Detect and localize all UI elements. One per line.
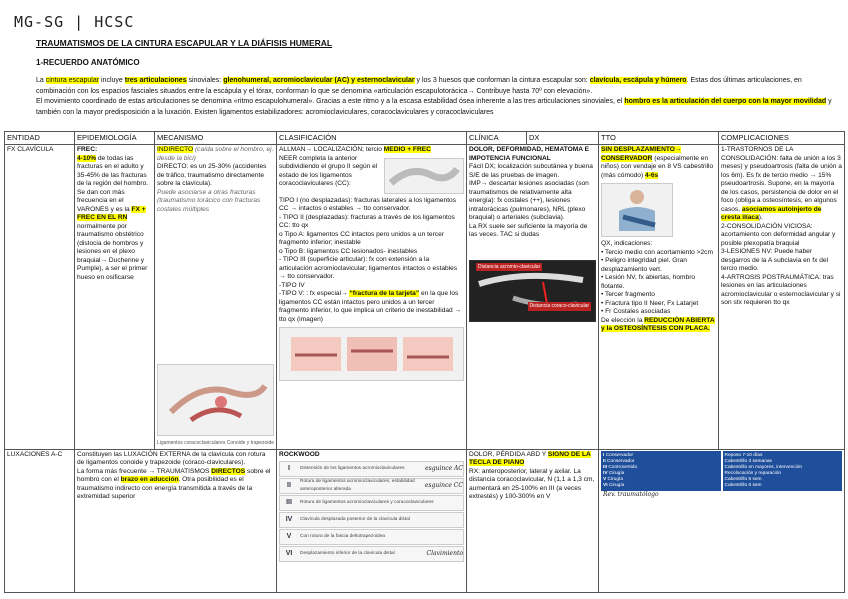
col-entidad: ENTIDAD	[5, 132, 75, 145]
rockwood-list	[279, 461, 464, 562]
rockwood-item: VI Desplazamiento inferior de la clavícula distal Clavimiento	[279, 546, 464, 562]
cell-clasificacion: ALLMAN→ LOCALIZACIÓN; tercio MEDIO + FREC NEER completa la anterior subdividiendo el grupo II según el estado de los ligamentos coracoclaviculares (CC): TIPO I (no desplazadas): fracturas laterales a los ligamentos CC → intactos o estables → tto conservador. - TIPO II (desplazadas): fracturas a través de los ligamentos CC: tto qx o Tipo A: ligamentos CC intactos pero unidos a un tercer fragmento inferior; inestable o Tipo B: ligamentos CC lesionados- inestables - TIPO III (superficie articular): fx con extensión a la articulación acromioclavicular; ligamentos intactos o estables → tto conservador. -TIPO IV -TIPO V: : fx especial→ “fractura de la tarjeta” en la que los ligamentos CC están intactos pero unidos a un tercer fragmento inferior, lo que implica un criterio de inestabilidad → tto qx (imagen)	[277, 145, 467, 450]
sling-image	[601, 183, 673, 237]
col-tto: TTO	[599, 132, 719, 145]
cell-epidemiologia: FREC: 4-10% de todas las fracturas en el adulto y 35-45% de las fracturas de la región del hombro. Se dan con más frecuencia en el VARONES y es la FX + FREC EN EL RN normalmente por traumatismo obstétrico (distocia de hombros y lesiones en el plexo braquial→ Duchenne y Pumple), a ser el primer hueso en osificarse	[75, 145, 155, 450]
table-row-fx-clavicula	[5, 145, 845, 450]
cell-mecanismo: INDIRECTO (caída sobre el hombro, ej. desde la bici) DIRECTO: es un 25-30% (accidentes de tráfico, traumatismo directamente sobre la clavícula). Puede asociarse a otras fracturas (traumatismo torácico con fracturas costales múltiples Ligamentos coracoclaviculares Conoide y trapezoide	[155, 145, 277, 450]
intro-paragraph: La cintura escapular incluye tres articulaciones sinoviales: glenohumeral, acromioclavicular (AC) y esternoclavicular y los 3 huesos que conforman la cintura escapular son: clavícula, escápula y húmero. Estas dos últimas articulaciones, en combinación con los espacios fasciales situados entre la escápula y el tórax, conforman lo que se denomina «articulación escapulotorácica→ Contribuye hasta 70º con elevación». El movimiento coordinado de estas articulaciones se denomina «ritmo escapulohumeral». Gracias a este ritmo y a la escasa estabilidad ósea inherente a las tres articulaciones sinoviales, el hombro es la articulación del cuerpo con la mayor movilidad y también con la mayor predisposición a la luxación. Existen ligamentos estabilizadores: acromioclaviculares, coracoclaviculares y coracoclaviculares	[36, 77, 832, 116]
neer-diagram	[279, 327, 464, 381]
rockwood-item: I Distensión de los ligamentos acromioclaviculares esguince AC	[279, 461, 464, 477]
rockwood-item: III Rotura de ligamentos acromioclaviculares y coracoclaviculares	[279, 495, 464, 511]
rockwood-item: IV Clavícula desplazada posterior de la clavícula distal	[279, 512, 464, 528]
rockwood-item: II Rotura de ligamentos acromioclaviculares, estabilidad anteroposterior alterada esguince CC	[279, 478, 464, 494]
table-header-row	[5, 132, 845, 145]
rockwood-item: V Con rotura de la fascia deltotrapezoidea	[279, 529, 464, 545]
col-clasificacion: CLASIFICACIÓN	[277, 132, 467, 145]
table-row-luxaciones-ac	[5, 449, 845, 592]
col-complicaciones: COMPLICACIONES	[719, 132, 845, 145]
col-clinica: CLÍNICA	[467, 132, 527, 145]
ligament-caption: Ligamentos coracoclaviculares Conoide y trapezoide	[157, 440, 275, 446]
cell-clinica-2: DOLOR, PÉRDIDA ABD Y SIGNO DE LA TECLA DE PIANO RX: anteroposterior, lateral y axilar. La distancia coracoclavicular, N (1,1 a 1,3 cm, aumentará en 25-100% en III (a veces extrestés) y 100-300% en V	[467, 449, 599, 592]
xray-image: Distancia acromio-clavicular Distancia coraco-clavicular	[469, 260, 596, 322]
cell-mecanismo-2: Constituyen las LUXACIÓN EXTERNA de la clavícula con rotura de ligamentos conoide y trapezoide (córaco-claviculares). La forma más frecuente → TRAUMATISMOS DIRECTOS sobre el hombro con el brazo en aducción. Otra posibilidad es el traumatismo indirecto con energía transmitida a través de la extremidad superior	[75, 449, 277, 592]
cell-tto-2	[599, 449, 845, 592]
clavicle-diagram	[384, 158, 464, 194]
cell-clinica-dx: DOLOR, DEFORMIDAD, HEMATOMA E IMPOTENCIA FUNCIONAL Fácil DX; localización subcutánea y buena S/E de las pruebas de imagen. IMP→ descartar lesiones asociadas (son traumatismos de relativamente alta energía): fx costales (++), lesiones intratorácicas (pulmonares), NRL (plexo braquial) o arteriales (subclavia). La RX suele ser suficiente la mayoría de las veces. TAC si dudas Distancia acromio-clavicular Distancia coraco-clavicular	[467, 145, 599, 450]
col-mecanismo: MECANISMO	[155, 132, 277, 145]
tto-grade-box: I Conservador II Conservador III Controvertido IV Cirugía V Cirugía VI Cirugía	[601, 451, 721, 491]
cell-clasificacion-2: ROCKWOOD I Distensión de los ligamentos acromioclaviculares esguince AC II Rotura de ligamentos acromioclaviculares, estabilidad anteroposterior alterada esguince CC III Rotura de ligamentos acromioclaviculares y coracoclaviculares IV Clavícula desplazada posterior de la clavícula distal V Con rotura de la fascia deltotrapezoidea VI Desplazamiento inferior de la clavícula distal Clavimiento	[277, 449, 467, 592]
tto-handwritten-note: Rev. traumatólogo	[603, 490, 659, 498]
cell-tto: SIN DESPLAZAMIENTO→ CONSERVADOR (especialmente en niños) con vendaje en 8 VS cabestrillo (más cómodo) 4-6s QX, indicaciones: • Tercio medio con acortamiento >2cm • Peligro integridad piel. Gran desplazamiento vert. • Lesión NV, fx abiertas, hombro flotante. • Tercer fragmento • Fractura tipo II Neer, Fx Latarjet • Fr Costales asociadas De elección la REDUCCIÓN ABIERTA y la OSTEOSÍNTESIS CON PLACA.	[599, 145, 719, 450]
summary-table	[4, 131, 845, 593]
page-title: TRAUMATISMOS DE LA CINTURA ESCAPULAR Y LA DIÁFISIS HUMERAL	[36, 38, 333, 48]
cell-entidad-2: LUXACIONES A-C	[5, 449, 75, 592]
handwritten-header: MG-SG | HCSC	[14, 13, 135, 31]
section-subtitle: 1-RECUERDO ANATÓMICO	[36, 58, 140, 67]
col-epidemiologia: EPIDEMIOLOGÍA	[75, 132, 155, 145]
cell-entidad: FX CLAVÍCULA	[5, 145, 75, 450]
tto-detail-box: Reposo 7-10 días Cabestrillo 3 semanas Cabestrillo en mayores, intervención Recolocación y reparación Cabestrillo 6 sem Cabestrillo 6 sem	[723, 451, 843, 491]
col-dx: DX	[527, 132, 599, 145]
ligament-illustration	[157, 364, 274, 436]
cell-complicaciones: 1-TRASTORNOS DE LA CONSOLIDACIÓN: falta de unión a los 3 meses) y pseudoartrosis (falta de unión a los 6m). Es fx de tercio medio → 15% pseudoartrosis. Supone, en la mayoría de los casos, persistencia de dolor en el foco (obliga a osteosíntesis, en algunos casos, asociamos autoinjerto de cresta ilíaca). 2-CONSOLIDACIÓN VICIOSA: acortamiento con deformidad angular y posible plexopatía braquial 3-LESIONES NV: Puede haber desgarros de la A subclavia en fx del tercio medio. 4-ARTROSIS POSTRAUMÁTICA: tras lesiones en las articulaciones acromioclavicular o esternoclavicular y si son stx requieren tto qx	[719, 145, 845, 450]
